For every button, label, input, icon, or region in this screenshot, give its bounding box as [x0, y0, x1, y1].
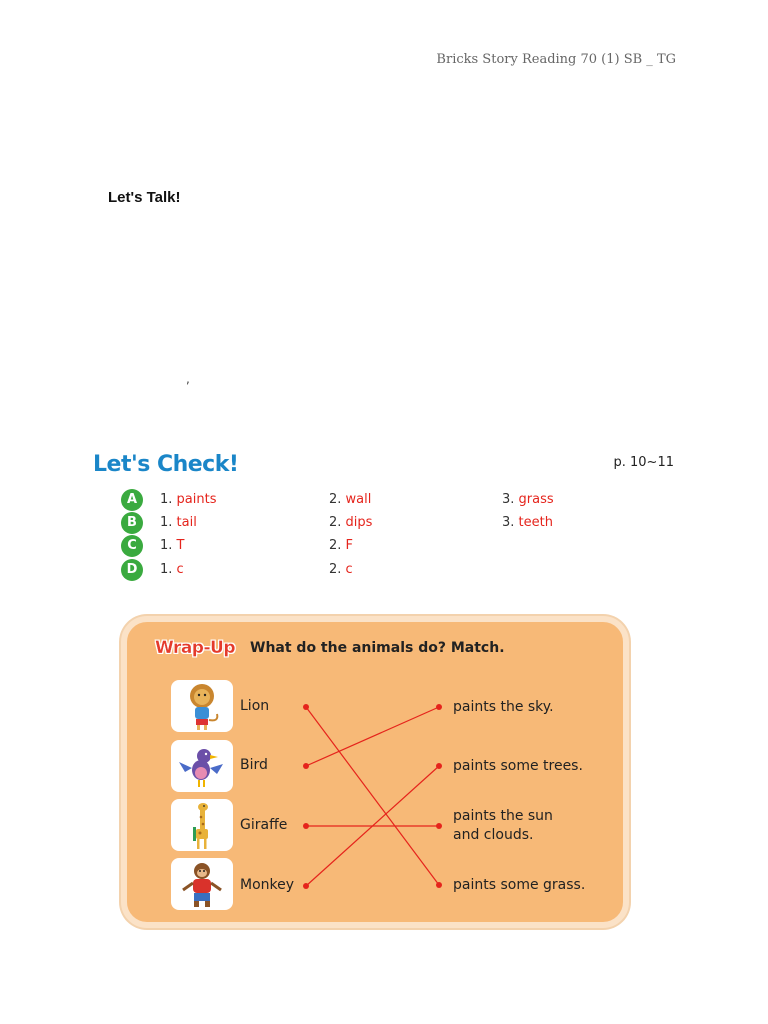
answer-number: 1.	[160, 538, 173, 553]
answer-c2	[329, 538, 353, 553]
answer-number: 2.	[329, 515, 342, 530]
answer-value: dips	[345, 515, 373, 530]
answer-row-b	[121, 512, 681, 534]
action-trees	[453, 757, 583, 776]
action-text: paints some grass.	[453, 877, 586, 893]
answer-number: 3.	[502, 492, 515, 507]
answer-number: 1.	[160, 515, 173, 530]
answer-d1	[160, 562, 184, 577]
answer-value: c	[345, 562, 353, 577]
answer-number: 2.	[329, 492, 342, 507]
answer-c1	[160, 538, 185, 553]
answer-number: 1.	[160, 562, 173, 577]
lion-icon	[171, 680, 233, 732]
answer-number: 1.	[160, 492, 173, 507]
answer-d2	[329, 562, 353, 577]
action-text: paints the sky.	[453, 699, 554, 715]
animal-name-lion: Lion	[240, 698, 270, 714]
answer-a3	[502, 492, 554, 507]
answer-number: 3.	[502, 515, 515, 530]
answer-b1	[160, 515, 197, 530]
answer-a1	[160, 492, 217, 507]
action-text: paints the sun	[453, 808, 553, 824]
answer-row-d	[121, 559, 681, 581]
answer-value: grass	[518, 492, 554, 507]
stray-comma: ,	[186, 372, 190, 386]
action-text: paints some trees.	[453, 758, 583, 774]
answer-value: T	[176, 538, 185, 553]
wrap-up-instruction: What do the animals do? Match.	[250, 640, 505, 656]
answer-number: 2.	[329, 538, 342, 553]
answer-value: paints	[176, 492, 217, 507]
action-text-line2: and clouds.	[453, 827, 534, 843]
giraffe-icon	[171, 799, 233, 851]
animal-name-monkey: Monkey	[240, 877, 295, 893]
answer-row-a	[121, 489, 681, 511]
section-badge-d: D	[121, 559, 143, 581]
animal-name-bird: Bird	[240, 757, 268, 773]
answer-row-c	[121, 535, 681, 557]
answer-b3	[502, 515, 553, 530]
answer-number: 2.	[329, 562, 342, 577]
section-badge-c: C	[121, 535, 143, 557]
wrap-up-title: Wrap-Up	[155, 638, 236, 658]
section-badge-b: B	[121, 512, 143, 534]
action-grass	[453, 876, 585, 895]
answer-value: wall	[345, 492, 372, 507]
animal-name-giraffe: Giraffe	[240, 817, 288, 833]
page-reference: p. 10~11	[613, 455, 674, 470]
monkey-icon	[171, 858, 233, 910]
action-sky	[453, 698, 554, 717]
lets-check-title: Let's Check!	[93, 452, 239, 477]
section-badge-a: A	[121, 489, 143, 511]
answer-value: F	[345, 538, 354, 553]
answer-value: tail	[176, 515, 197, 530]
running-header: Bricks Story Reading 70 (1) SB _ TG	[436, 52, 676, 67]
answer-b2	[329, 515, 372, 530]
bird-icon	[171, 740, 233, 792]
lets-talk-heading: Let's Talk!	[108, 189, 181, 206]
answer-value: teeth	[518, 515, 553, 530]
action-sun-clouds	[453, 807, 553, 845]
answer-a2	[329, 492, 371, 507]
answer-value: c	[176, 562, 184, 577]
